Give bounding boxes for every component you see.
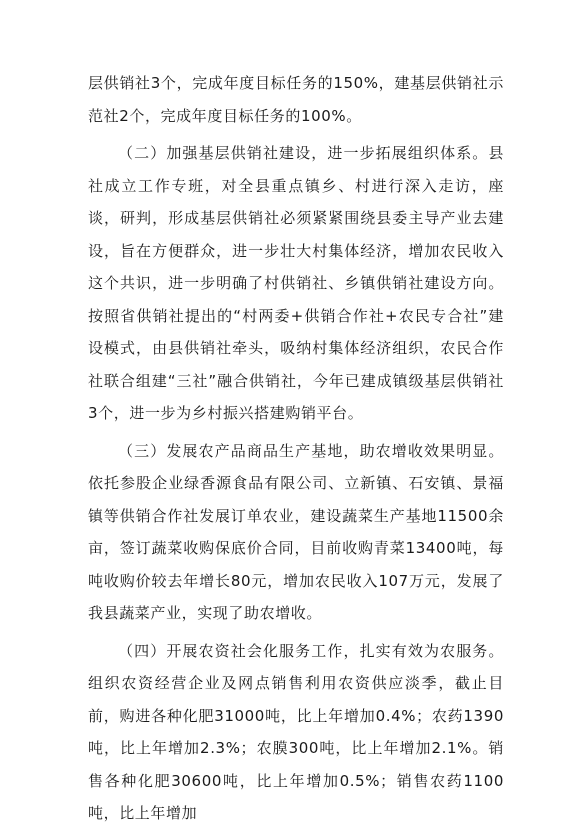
paragraph-section-2: （二）加强基层供销社建设，进一步拓展组织体系。县社成立工作专班，对全县重点镇乡、村进行深入走访，座谈，研判，形成基层供销社必须紧紧围绕县委主导产业去建设，旨在方便群众，进一步壮大村集体经济，增加农民收入这个共识，进一步明确了村供销社、乡镇供销社建设方向。按照省供销社提出的“村两委+供销合作社+农民专合社”建设模式，由县供销社牵头，吸纳村集体经济组织，农民合作社联合组建“三社”融合供销社，今年已建成镇级基层供销社3个，进一步为乡村振兴搭建购销平台。	[88, 144, 504, 422]
paragraph-continuation: 层供销社3个，完成年度目标任务的150%，建基层供销社示范社2个，完成年度目标任务的100%。	[88, 74, 504, 125]
document-body	[88, 67, 504, 830]
paragraph-section-4: （四）开展农资社会化服务工作，扎实有效为农服务。组织农资经营企业及网点销售利用农资供应淡季，截止目前，购进各种化肥31000吨，比上年增加0.4%；农药1390吨，比上年增加2.3%；农膜300吨，比上年增加2.1%。销售各种化肥30600吨，比上年增加0.5%；销售农药1100吨，比上年增加	[88, 641, 504, 822]
paragraph-section-3: （三）发展农产品商品生产基地，助农增收效果明显。依托参股企业绿香源食品有限公司、立新镇、石安镇、景福镇等供销合作社发展订单农业，建设蔬菜生产基地11500余亩，签订蔬菜收购保底价合同，目前收购青菜13400吨，每吨收购价较去年增长80元，增加农民收入107万元，发展了我县蔬菜产业，实现了助农增收。	[88, 441, 504, 622]
